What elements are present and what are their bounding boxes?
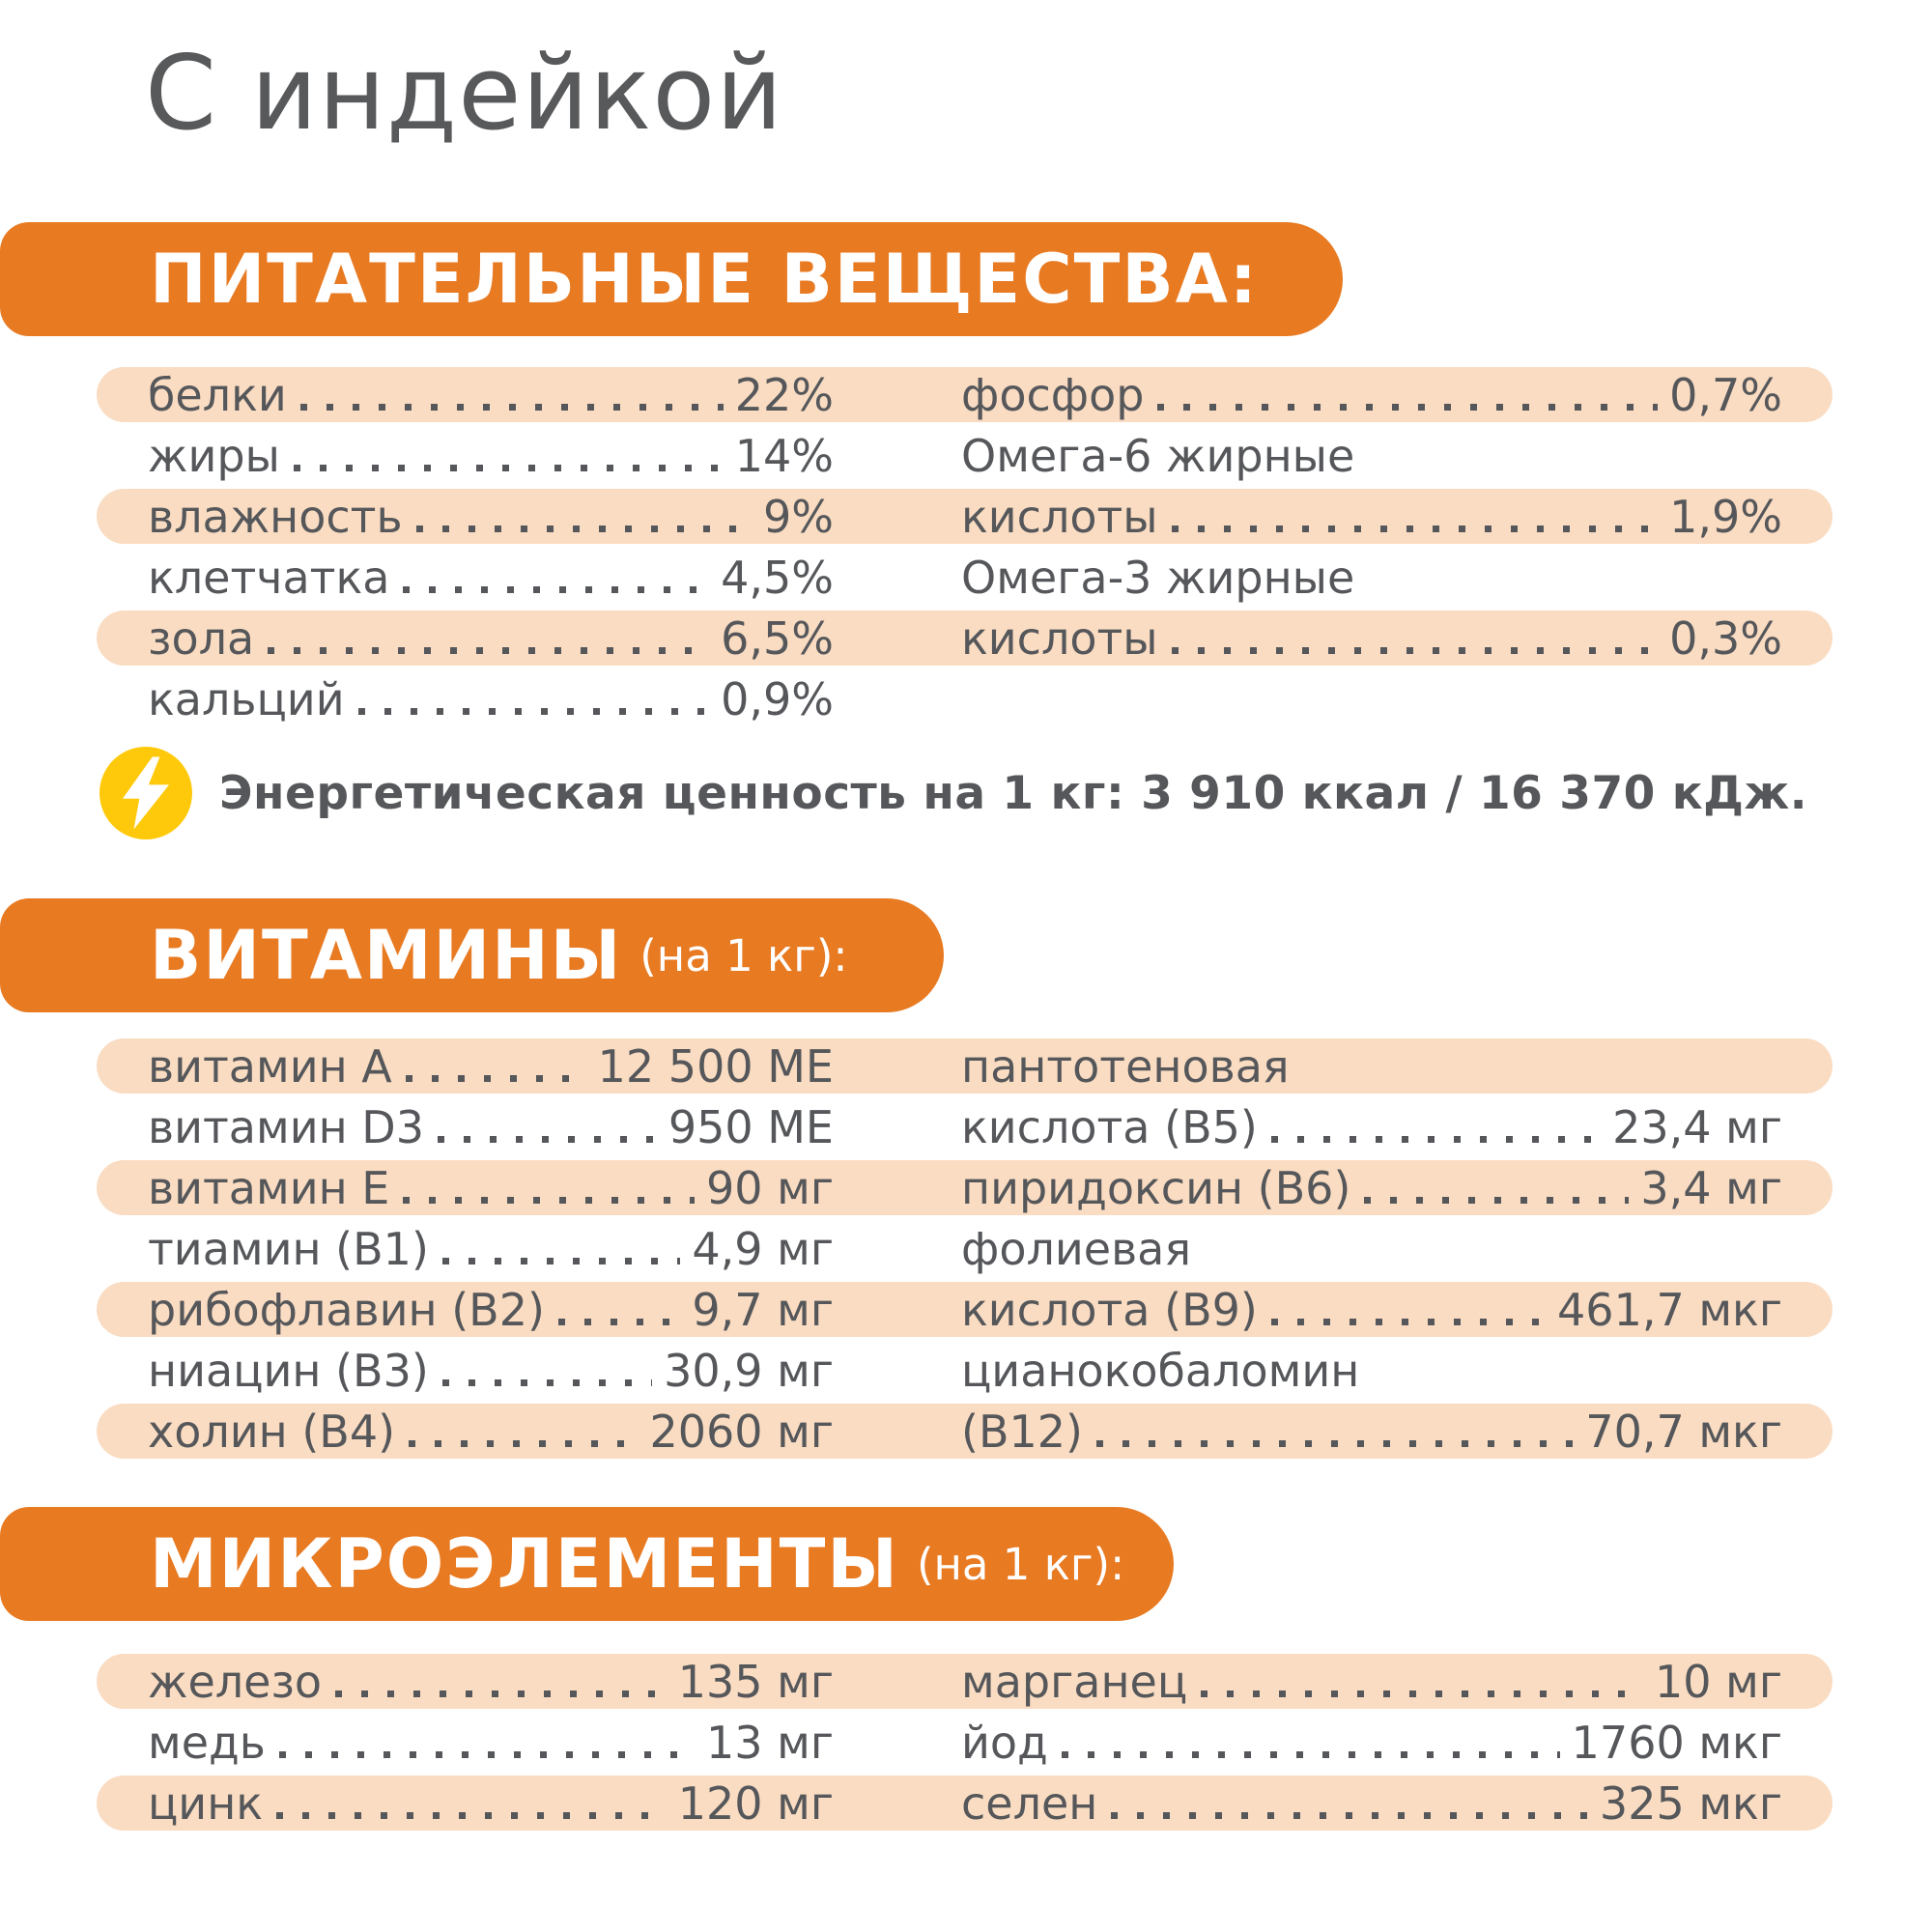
nutrient-label: кислоты: [961, 611, 1158, 665]
nutrient-label: холин (В4): [148, 1405, 396, 1458]
nutrient-label: фосфор: [961, 368, 1145, 421]
nutrient-cell-left: [148, 1405, 834, 1458]
nutrient-cell-left: [148, 1100, 834, 1153]
dot-leader: [1096, 1440, 1574, 1447]
nutrient-label: медь: [148, 1716, 266, 1769]
nutrient-value: 1760 мкг: [1571, 1716, 1782, 1769]
nutrient-value: 14%: [734, 429, 834, 482]
nutrient-label: рибофлавин (В2): [148, 1283, 545, 1336]
nutrient-value: 90 мг: [705, 1161, 834, 1214]
dot-leader: [403, 1197, 695, 1204]
dot-leader: [279, 1751, 695, 1758]
nutrient-row-minerals: [97, 1654, 1833, 1709]
nutrient-value: 22%: [734, 368, 834, 421]
nutrient-row-nutrients: [97, 428, 1833, 483]
nutrient-label: кальций: [148, 672, 345, 725]
nutrient-value: 70,7 мкг: [1585, 1405, 1782, 1458]
nutrient-label: витамин D3: [148, 1100, 424, 1153]
nutrient-value: 3,4 мг: [1640, 1161, 1782, 1214]
nutrient-cell-right: [961, 429, 1782, 482]
nutrient-row-nutrients: [97, 611, 1833, 666]
nutrient-cell-right: [961, 611, 1782, 665]
nutrient-value: 13 мг: [705, 1716, 834, 1769]
nutrient-row-vitamins: [97, 1343, 1833, 1398]
dot-leader: [1364, 1197, 1629, 1204]
section-banner-minerals: [0, 1507, 1174, 1621]
nutrient-cell-left: [148, 368, 834, 421]
nutrient-row-minerals: [97, 1715, 1833, 1770]
nutrient-value: 2060 мг: [649, 1405, 834, 1458]
dot-leader: [409, 1440, 638, 1447]
nutrient-value: 23,4 мг: [1612, 1100, 1782, 1153]
nutrient-cell-right: [961, 1776, 1782, 1830]
energy-line: [99, 747, 1807, 839]
nutrient-label: йод: [961, 1716, 1048, 1769]
nutrient-value: 1,9%: [1669, 490, 1782, 543]
nutrient-label: клетчатка: [148, 551, 390, 604]
dot-leader: [1172, 526, 1658, 532]
nutrient-label: тиамин (В1): [148, 1222, 429, 1275]
nutrient-row-nutrients: [97, 550, 1833, 605]
nutrient-cell-right: [961, 1655, 1782, 1708]
dot-leader: [294, 465, 724, 471]
dot-leader: [442, 1379, 652, 1386]
dot-leader: [416, 526, 752, 532]
nutrient-row-vitamins: [97, 1099, 1833, 1154]
banner-label: ПИТАТЕЛЬНЫЕ ВЕЩЕСТВА:: [150, 240, 1259, 319]
dot-leader: [276, 1812, 667, 1819]
banner-label: МИКРОЭЛЕМЕНТЫ: [150, 1524, 899, 1604]
nutrient-value: 30,9 мг: [664, 1344, 834, 1397]
nutrient-label: цинк: [148, 1776, 264, 1830]
dot-leader: [558, 1319, 680, 1325]
nutrient-cell-left: [148, 1039, 834, 1093]
nutrient-value: 325 мкг: [1599, 1776, 1782, 1830]
nutrient-cell-right: [961, 1344, 1782, 1397]
nutrient-cell-left: [148, 551, 834, 604]
nutrient-cell-right: [961, 1405, 1782, 1458]
nutrient-row-vitamins: [97, 1038, 1833, 1094]
minerals-rows: [97, 1654, 1833, 1836]
nutrient-label: (В12): [961, 1405, 1083, 1458]
nutrient-label: цианокобаломин: [961, 1344, 1360, 1397]
nutrient-value: 0,9%: [721, 672, 834, 725]
dot-leader: [1201, 1690, 1643, 1697]
dot-leader: [442, 1258, 680, 1264]
nutrient-value: 461,7 мкг: [1557, 1283, 1782, 1336]
section-banner-vitamins: [0, 898, 944, 1012]
nutrient-label: витамин Е: [148, 1161, 390, 1214]
nutrient-value: 6,5%: [721, 611, 834, 665]
lightning-icon: [99, 747, 192, 839]
nutrient-label: ниацин (В3): [148, 1344, 429, 1397]
nutrient-cell-right: [961, 1039, 1782, 1093]
nutrient-value: 12 500 МЕ: [597, 1039, 834, 1093]
nutrient-value: 0,3%: [1669, 611, 1782, 665]
nutrient-value: 9,7 мг: [692, 1283, 834, 1336]
nutrient-row-vitamins: [97, 1221, 1833, 1276]
nutrient-cell-left: [148, 1655, 834, 1708]
nutrient-cell-right: [961, 368, 1782, 421]
nutrient-label: марганец: [961, 1655, 1188, 1708]
nutrient-cell-right: [961, 1283, 1782, 1336]
nutrient-label: пантотеновая: [961, 1039, 1290, 1093]
nutrient-row-nutrients: [97, 489, 1833, 544]
nutrient-row-nutrients: [97, 671, 1833, 726]
dot-leader: [1271, 1319, 1546, 1325]
dot-leader: [335, 1690, 667, 1697]
banner-note: (на 1 кг):: [916, 1538, 1125, 1590]
nutrient-label: пиридоксин (В6): [961, 1161, 1351, 1214]
section-banner-nutrients: [0, 222, 1343, 336]
nutrient-value: 9%: [763, 490, 834, 543]
nutrient-row-vitamins: [97, 1404, 1833, 1459]
dot-leader: [300, 404, 724, 411]
nutrient-cell-left: [148, 429, 834, 482]
dot-leader: [1172, 647, 1658, 654]
nutrient-cell-left: [148, 1161, 834, 1214]
nutrient-cell-left: [148, 1344, 834, 1397]
dot-leader: [358, 708, 710, 715]
nutrient-cell-right: [961, 551, 1782, 604]
nutrient-label: Омега-3 жирные: [961, 551, 1355, 604]
nutrient-cell-left: [148, 611, 834, 665]
nutrient-value: 135 мг: [677, 1655, 834, 1708]
dot-leader: [1271, 1136, 1601, 1143]
nutrient-label: железо: [148, 1655, 323, 1708]
nutrient-cell-right: [961, 1716, 1782, 1769]
nutrient-label: белки: [148, 368, 287, 421]
dot-leader: [438, 1136, 657, 1143]
nutrient-value: 950 МЕ: [668, 1100, 834, 1153]
nutrient-cell-left: [148, 490, 834, 543]
nutrient-cell-left: [148, 1283, 834, 1336]
nutrient-cell-right: [961, 1222, 1782, 1275]
nutrient-label: зола: [148, 611, 255, 665]
nutrient-label: Омега-6 жирные: [961, 429, 1355, 482]
nutrient-label: селен: [961, 1776, 1098, 1830]
nutrient-cell-left: [148, 1716, 834, 1769]
nutrient-label: витамин А: [148, 1039, 392, 1093]
nutrient-cell-left: [148, 672, 834, 725]
nutrients-rows: [97, 367, 1833, 732]
dot-leader: [1062, 1751, 1560, 1758]
nutrient-cell-right: [961, 1161, 1782, 1214]
nutrient-row-vitamins: [97, 1282, 1833, 1337]
energy-text: Энергетическая ценность на 1 кг: 3 910 ккал / 16 370 кДж.: [219, 766, 1808, 820]
nutrient-cell-left: [148, 1776, 834, 1830]
nutrient-cell-left: [148, 1222, 834, 1275]
page-title: С индейкой: [145, 34, 784, 153]
nutrient-label: кислота (В9): [961, 1283, 1258, 1336]
dot-leader: [406, 1075, 586, 1082]
nutrient-cell-right: [961, 1100, 1782, 1153]
nutrient-label: влажность: [148, 490, 403, 543]
nutrient-label: жиры: [148, 429, 280, 482]
nutrient-cell-right: [961, 490, 1782, 543]
nutrient-value: 4,5%: [721, 551, 834, 604]
vitamins-rows: [97, 1038, 1833, 1464]
nutrient-label: кислота (В5): [961, 1100, 1258, 1153]
dot-leader: [403, 586, 709, 593]
nutrient-value: 4,9 мг: [692, 1222, 834, 1275]
dot-leader: [1157, 404, 1658, 411]
dot-leader: [1111, 1812, 1588, 1819]
nutrient-row-minerals: [97, 1776, 1833, 1831]
nutrient-row-vitamins: [97, 1160, 1833, 1215]
nutrient-label: кислоты: [961, 490, 1158, 543]
nutrient-value: 120 мг: [677, 1776, 834, 1830]
nutrient-value: 0,7%: [1669, 368, 1782, 421]
dot-leader: [268, 647, 709, 654]
banner-note: (на 1 кг):: [639, 929, 848, 981]
banner-label: ВИТАМИНЫ: [150, 916, 623, 995]
nutrient-value: 10 мг: [1654, 1655, 1782, 1708]
nutrient-label: фолиевая: [961, 1222, 1192, 1275]
nutrient-row-nutrients: [97, 367, 1833, 422]
